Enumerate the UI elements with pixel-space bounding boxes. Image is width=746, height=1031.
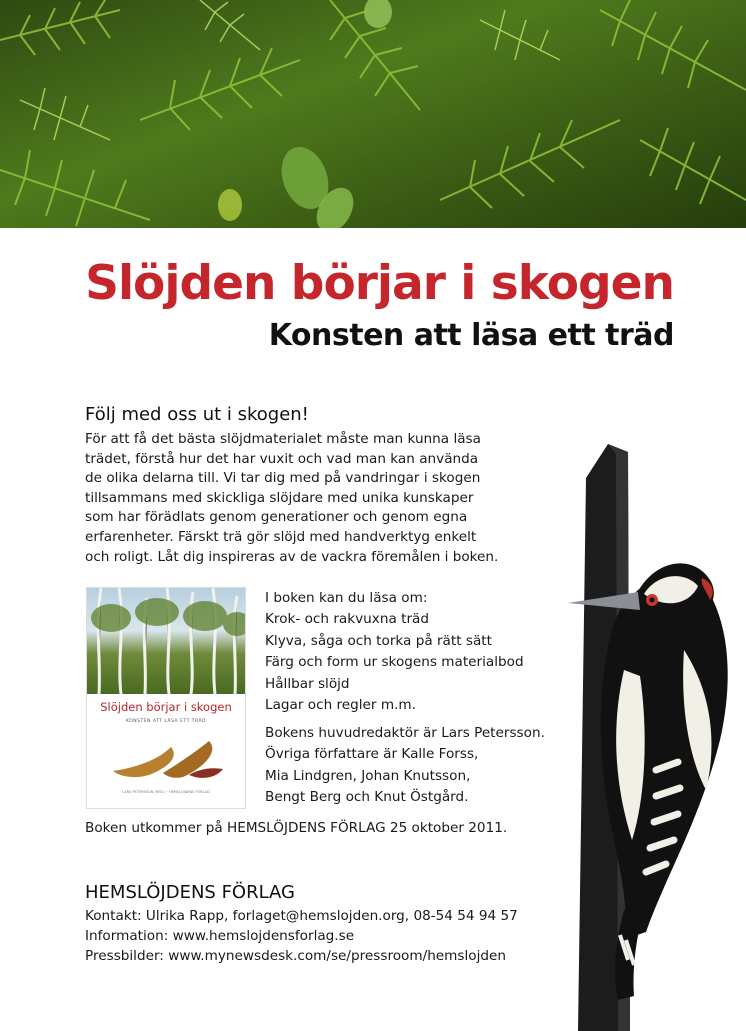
- publisher-heading: HEMSLÖJDENS FÖRLAG: [85, 882, 295, 903]
- birch-trees-illustration: [87, 588, 245, 694]
- info-line: Information: www.hemslojdensforlag.se: [85, 928, 355, 944]
- authors-line: Bokens huvudredaktör är Lars Petersson.: [265, 725, 545, 741]
- cover-footer: LARS PETERSSON (RED.) · HEMSLÖJDENS FÖRLAG: [122, 790, 210, 794]
- lead-line: de olika delarna till. Vi tar dig med på vandringar i skogen: [85, 470, 481, 487]
- authors-line: Övriga författare är Kalle Forss,: [265, 746, 479, 763]
- book-cover-image: [86, 587, 246, 809]
- press-line: Pressbilder: www.mynewsdesk.com/se/pressroom/hemslojden: [85, 948, 506, 964]
- page-title: Slöjden börjar i skogen: [85, 256, 674, 311]
- spruce-branches-illustration: [0, 0, 746, 228]
- lead-line: som har förädlats genom generationer och genom egna: [85, 509, 468, 526]
- publisher-contact-block: [85, 906, 518, 966]
- list-item: Färg och form ur skogens materialbod: [265, 654, 524, 671]
- cover-title: Slöjden börjar i skogen: [100, 700, 232, 714]
- cover-subtitle: KONSTEN ATT LÄSA ETT TRÄD: [125, 719, 206, 724]
- lead-heading: Följ med oss ut i skogen!: [85, 404, 309, 425]
- lead-line: erfarenheter. Färskt trä gör slöjd med handverktyg enkelt: [85, 528, 477, 545]
- contents-list: [265, 588, 524, 716]
- list-item: Klyva, såga och torka på rätt sätt: [265, 632, 492, 649]
- carved-wooden-objects-illustration: [109, 733, 229, 783]
- lead-line: tillsammans med skickliga slöjdare med unika kunskaper: [85, 489, 474, 506]
- contents-intro: I boken kan du läsa om:: [265, 590, 428, 606]
- lead-line: För att få det bästa slöjdmaterialet måste man kunna läsa: [85, 431, 481, 447]
- lead-line: och roligt. Låt dig inspireras av de vackra föremålen i boken.: [85, 548, 499, 565]
- authors-block: [265, 723, 545, 809]
- contact-line: Kontakt: Ulrika Rapp, forlaget@hemslojden.org, 08-54 54 94 57: [85, 908, 518, 924]
- list-item: Lagar och regler m.m.: [265, 697, 416, 714]
- authors-line: Bengt Berg och Knut Östgård.: [265, 789, 469, 806]
- cover-birch-forest-photo: [87, 588, 245, 694]
- list-item: Hållbar slöjd: [265, 675, 350, 692]
- lead-line: trädet, förstå hur det har vuxit och vad man kan använda: [85, 450, 479, 467]
- carved-woodpecker-illustration: [560, 440, 746, 1031]
- page-subtitle: Konsten att läsa ett träd: [268, 318, 674, 353]
- forest-banner-image: [0, 0, 746, 228]
- release-note: Boken utkommer på HEMSLÖJDENS FÖRLAG 25 oktober 2011.: [85, 820, 508, 836]
- list-item: Krok- och rakvuxna träd: [265, 611, 429, 628]
- authors-line: Mia Lindgren, Johan Knutsson,: [265, 767, 471, 784]
- lead-paragraph: [85, 430, 555, 567]
